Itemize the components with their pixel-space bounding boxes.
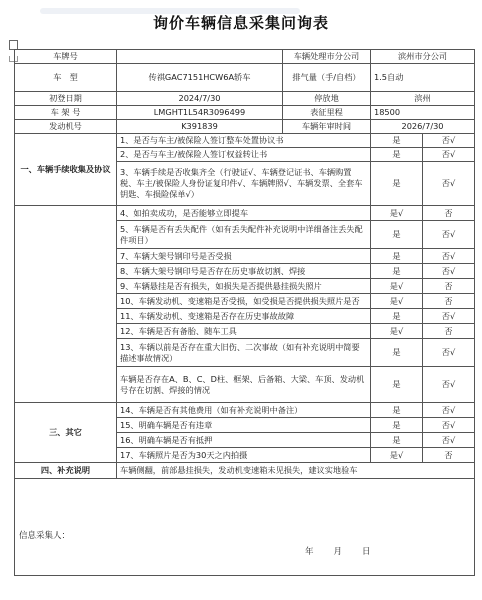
question-row: 10、车辆发动机、变速箱是否受损，如受损是否提供损失照片是否	[117, 294, 371, 309]
answer-yes: 是	[371, 134, 423, 148]
vin-value: LMGHT1L54R3096499	[117, 106, 283, 120]
question-row: 17、车辆照片是否为30天之内拍摄	[117, 448, 371, 463]
question-row: 13、车辆以前是否存在重大旧伤、二次事故（如有补充说明中简要描述事故情况）	[117, 339, 371, 367]
answer-no: 否	[423, 448, 475, 463]
answer-yes: 是	[371, 148, 423, 162]
inquiry-form	[14, 49, 474, 576]
answer-yes: 是	[371, 418, 423, 433]
answer-yes: 是	[371, 403, 423, 418]
answer-no: 否√	[423, 264, 475, 279]
answer-yes: 是	[371, 264, 423, 279]
answer-no: 否√	[423, 249, 475, 264]
answer-no: 否√	[423, 221, 475, 249]
answer-yes: 是√	[371, 448, 423, 463]
reg-date-value: 2024/7/30	[117, 92, 283, 106]
engine-label: 发动机号	[15, 120, 117, 134]
answer-yes: 是	[371, 162, 423, 206]
answer-yes: 是	[371, 367, 423, 403]
signature-area	[15, 479, 475, 576]
park-label: 停放地	[283, 92, 371, 106]
section-3-label: 三、其它	[15, 403, 117, 463]
answer-yes: 是	[371, 249, 423, 264]
answer-no: 否√	[423, 339, 475, 367]
question-row: 12、车辆是否有备胎、随车工具	[117, 324, 371, 339]
question-row: 车辆是否存在A、B、C、D柱、框架、后备箱、大梁、车顶、发动机号存在切割、焊接的情况	[117, 367, 371, 403]
engine-value: K391839	[117, 120, 283, 134]
question-row: 4、如拍卖成功，是否能够立即提车	[117, 206, 371, 221]
answer-no: 否	[423, 324, 475, 339]
park-value: 滨州	[371, 92, 475, 106]
form-title: 询价车辆信息采集问询表	[152, 14, 329, 32]
displacement-label: 排气量（手/自档）	[283, 64, 371, 92]
answer-yes: 是	[371, 433, 423, 448]
answer-no: 否√	[423, 418, 475, 433]
answer-yes: 是	[371, 339, 423, 367]
question-row: 11、车辆发动机、变速箱是否存在历史事故故障	[117, 309, 371, 324]
answer-no: 否√	[423, 403, 475, 418]
question-row: 14、车辆是否有其他费用（如有补充说明中备注）	[117, 403, 371, 418]
question-row: 7、车辆大架号钢印号是否受损	[117, 249, 371, 264]
handler-value: 滨州市分公司	[371, 50, 475, 64]
vehicle-info-table	[14, 49, 475, 576]
mileage-label: 表征里程	[283, 106, 371, 120]
question-row: 16、明确车辆是否有抵押	[117, 433, 371, 448]
answer-yes: 是	[371, 309, 423, 324]
section-1-label: 一、车辆手续收集及协议	[15, 134, 117, 206]
section-2-label	[15, 206, 117, 403]
question-row: 8、车辆大架号钢印号是否存在历史事故切割、焊接	[117, 264, 371, 279]
date-label: 年 月 日	[305, 547, 372, 558]
answer-no: 否√	[423, 148, 475, 162]
answer-no: 否√	[423, 433, 475, 448]
vin-label: 车 架 号	[15, 106, 117, 120]
answer-no: 否	[423, 294, 475, 309]
model-label: 车 型	[15, 64, 117, 92]
section-4-label: 四、补充说明	[15, 463, 117, 479]
answer-yes: 是√	[371, 279, 423, 294]
answer-no: 否	[423, 206, 475, 221]
collector-label: 信息采集人：	[19, 531, 71, 542]
answer-yes: 是√	[371, 206, 423, 221]
question-row: 2、是否与车主/被保险人签订权益转让书	[117, 148, 371, 162]
answer-no: 否	[423, 279, 475, 294]
question-row: 5、车辆是否有丢失配件（如有丢失配件补充说明中详细备注丢失配件项目）	[117, 221, 371, 249]
plate-label: 车牌号	[15, 50, 117, 64]
question-row: 9、车辆悬挂是否有损失，如损失是否提供悬挂损失照片	[117, 279, 371, 294]
displacement-value: 1.5自动	[371, 64, 475, 92]
answer-yes: 是√	[371, 324, 423, 339]
question-row: 1、是否与车主/被保险人签订整车处置协议书	[117, 134, 371, 148]
question-row: 15、明确车辆是否有违章	[117, 418, 371, 433]
answer-no: 否√	[423, 162, 475, 206]
answer-no: 否√	[423, 367, 475, 403]
reg-date-label: 初登日期	[15, 92, 117, 106]
supplement-text: 车辆侧翻，前部悬挂损失，发动机变速箱未见损失，建议实地验车	[117, 463, 475, 479]
answer-yes: 是	[371, 221, 423, 249]
answer-no: 否√	[423, 309, 475, 324]
question-row: 3、车辆手续是否收集齐全（行驶证√、车辆登记证书、车辆购置税、车主/被保险人身份证复印件√、车辆牌照√、车辆发票、全套车钥匙、车损险保单√）	[117, 162, 371, 206]
mileage-value: 18500	[371, 106, 475, 120]
model-value: 传祺GAC7151HCW6A轿车	[117, 64, 283, 92]
inspect-value: 2026/7/30	[371, 120, 475, 134]
inspect-label: 车辆年审时间	[283, 120, 371, 134]
answer-yes: 是√	[371, 294, 423, 309]
plate-value	[117, 50, 283, 64]
handler-label: 车辆处理市分公司	[283, 50, 371, 64]
answer-no: 否√	[423, 134, 475, 148]
